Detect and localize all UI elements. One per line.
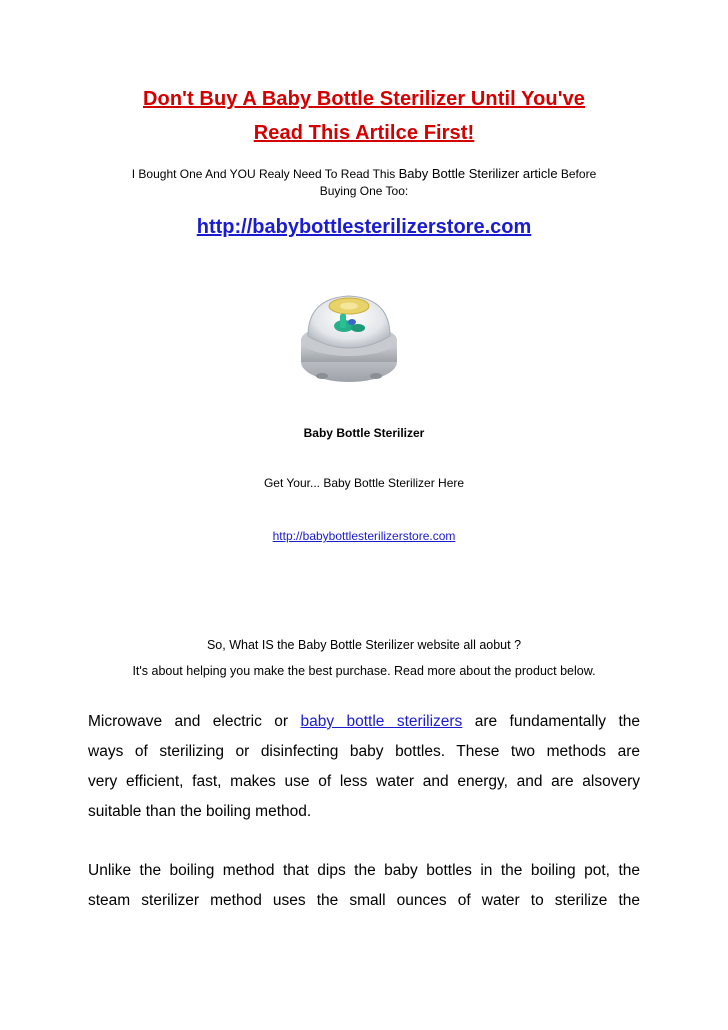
article-paragraph-2 (88, 856, 640, 916)
paragraph-1-line-4: suitable than the boiling method. (88, 803, 312, 820)
subtitle-line-2: Buying One Too: (319, 184, 409, 198)
article-paragraph-1 (88, 707, 640, 827)
main-site-link[interactable]: http://babybottlesterilizerstore.com (196, 216, 532, 238)
p1-text-before: Microwave and electric or (88, 713, 301, 730)
intro-answer: It's about helping you make the best purchase. Read more about the product below. (132, 664, 596, 678)
subtitle-text-c: Before (557, 167, 597, 181)
paragraph-2-line-2: steam sterilizer method uses the small ounces of water to sterilize the (88, 892, 640, 909)
product-image (294, 284, 404, 392)
product-link-wrap (0, 527, 728, 545)
paragraph-1-line-3: very efficient, fast, makes use of less water and energy, and are alsovery (88, 773, 640, 790)
subtitle-line-1 (0, 166, 728, 181)
get-yours-text: Get Your... Baby Bottle Sterilizer Here (263, 476, 465, 490)
p1-text-after: are fundamentally the (462, 713, 640, 730)
article-title-line-2: Read This Artilce First! (253, 122, 475, 144)
subtitle-text-a: I Bought One And YOU Realy Need To Read This (131, 167, 399, 181)
product-caption: Baby Bottle Sterilizer (303, 426, 425, 440)
subtitle-text-b: Baby Bottle Sterilizer article (398, 166, 558, 181)
intro-question: So, What IS the Baby Bottle Sterilizer website all aobut ? (206, 638, 522, 652)
paragraph-2-line-1: Unlike the boiling method that dips the baby bottles in the boiling pot, the (88, 862, 640, 879)
paragraph-1-line-1 (88, 707, 640, 737)
paragraph-1-line-2: ways of sterilizing or disinfecting baby bottles. These two methods are (88, 743, 640, 760)
sterilizers-inline-link[interactable]: baby bottle sterilizers (300, 713, 463, 730)
baby-bottle-sterilizer-photo (294, 284, 404, 392)
product-site-link[interactable]: http://babybottlesterilizerstore.com (272, 529, 456, 543)
article-title-line-1: Don't Buy A Baby Bottle Sterilizer Until You've (142, 88, 586, 110)
main-link-wrap (0, 216, 728, 239)
